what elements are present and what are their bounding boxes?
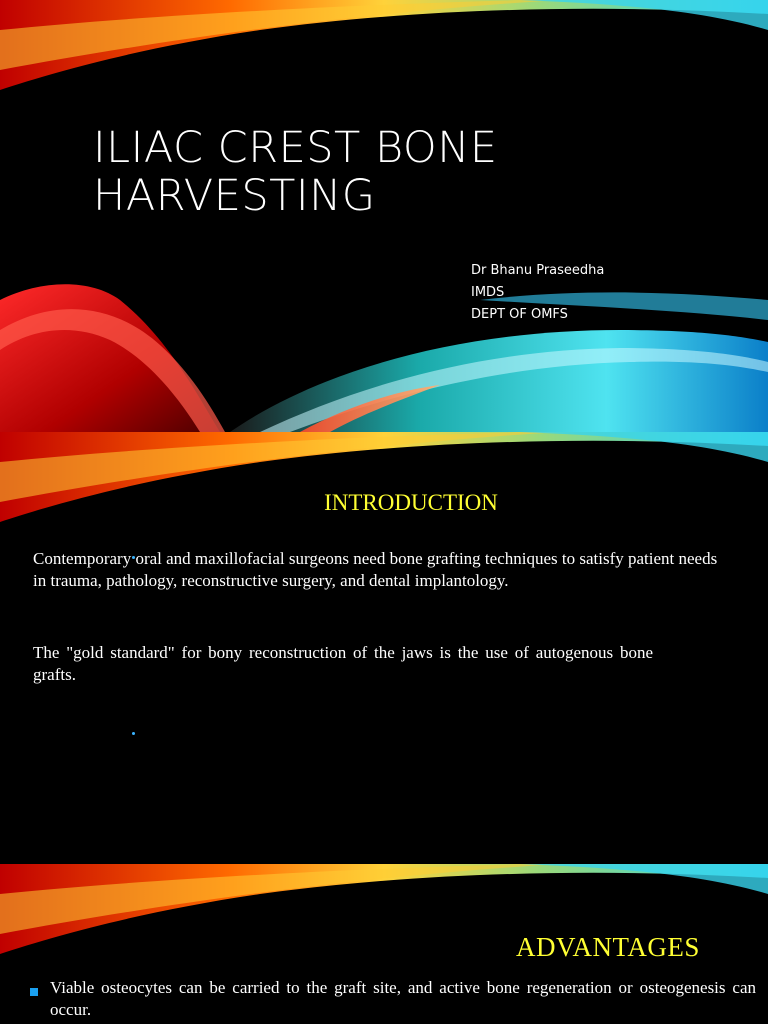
- introduction-heading: INTRODUCTION: [324, 490, 498, 515]
- title-slide: [0, 0, 768, 432]
- author-name: Dr Bhanu Praseedha: [471, 263, 605, 278]
- introduction-slide: [0, 432, 768, 864]
- swoosh-decoration: [0, 432, 768, 542]
- title-line-2: HARVESTING: [93, 171, 376, 221]
- advantage-item-1: Viable osteocytes can be carried to the graft site, and active bone regeneration or osteogenesis can occur.: [50, 978, 756, 1019]
- square-bullet-icon: [30, 988, 38, 996]
- advantages-heading: ADVANTAGES: [516, 932, 700, 962]
- department: DEPT OF OMFS: [471, 307, 568, 322]
- byline: [471, 260, 604, 326]
- affiliation: IMDS: [471, 285, 505, 300]
- bullet-dot: [132, 732, 135, 735]
- title-line-1: ILIAC CREST BONE: [93, 123, 498, 173]
- advantages-slide: [0, 864, 768, 1024]
- intro-paragraph-2: The "gold standard" for bony reconstruction of the jaws is the use of autogenous bone grafts.: [33, 643, 653, 684]
- presentation-title: [93, 124, 498, 220]
- intro-paragraph-1: Contemporary oral and maxillofacial surgeons need bone grafting techniques to satisfy patient needs in trauma, pathology, reconstructive surgery, and dental implantology.: [33, 549, 718, 590]
